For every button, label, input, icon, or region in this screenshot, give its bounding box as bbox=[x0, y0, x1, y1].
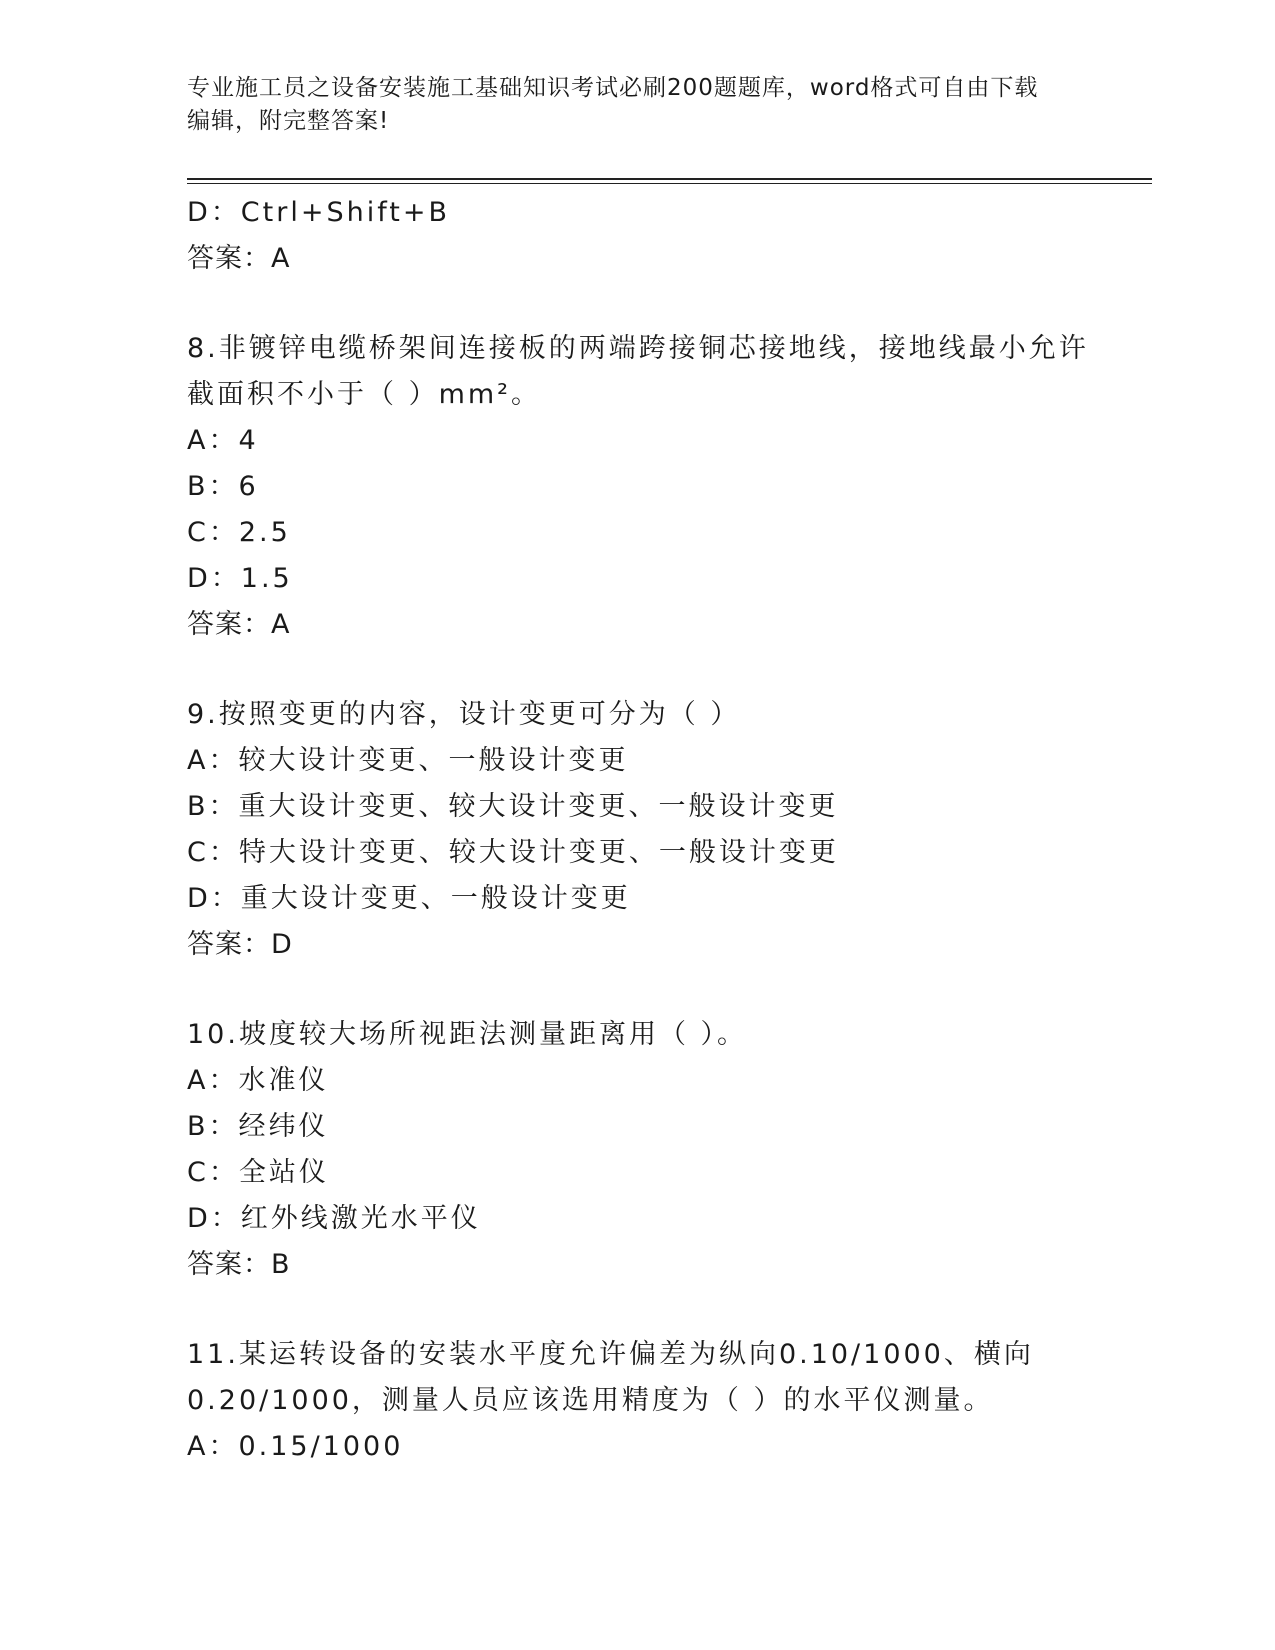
question-8 bbox=[187, 326, 1152, 648]
header-line-2: 编辑，附完整答案! bbox=[187, 108, 390, 134]
question-7-tail bbox=[187, 190, 1152, 282]
question-stem: 11.某运转设备的安装水平度允许偏差为纵向0.10/1000、横向 bbox=[187, 1339, 1034, 1370]
option-a: A：水准仪 bbox=[187, 1065, 329, 1096]
option-c: C：全站仪 bbox=[187, 1157, 329, 1188]
option-b: B：6 bbox=[187, 471, 259, 502]
option-d: D：红外线激光水平仪 bbox=[187, 1203, 481, 1234]
question-stem: 9.按照变更的内容，设计变更可分为（ ） bbox=[187, 699, 741, 730]
option-a: A：4 bbox=[187, 425, 259, 456]
header-line-1: 专业施工员之设备安装施工基础知识考试必刷200题题库，word格式可自由下载 bbox=[187, 75, 1039, 101]
answer-label: 答案：B bbox=[187, 1249, 291, 1280]
option-b: B：经纬仪 bbox=[187, 1111, 329, 1142]
header-divider-thick bbox=[187, 178, 1152, 180]
question-stem: 截面积不小于（ ）mm²。 bbox=[187, 379, 542, 410]
document-header bbox=[187, 72, 1087, 138]
question-11 bbox=[187, 1332, 1152, 1470]
option-d: D：1.5 bbox=[187, 563, 293, 594]
answer-label: 答案：A bbox=[187, 243, 291, 274]
option-d: D：重大设计变更、一般设计变更 bbox=[187, 883, 631, 914]
question-stem: 0.20/1000，测量人员应该选用精度为（ ）的水平仪测量。 bbox=[187, 1385, 994, 1416]
question-list bbox=[187, 190, 1152, 1470]
question-10 bbox=[187, 1012, 1152, 1288]
header-divider-thin bbox=[187, 183, 1152, 184]
option-c: C：2.5 bbox=[187, 517, 291, 548]
option-a: A：较大设计变更、一般设计变更 bbox=[187, 745, 629, 776]
option-c: C：特大设计变更、较大设计变更、一般设计变更 bbox=[187, 837, 839, 868]
question-stem: 8.非镀锌电缆桥架间连接板的两端跨接铜芯接地线，接地线最小允许 bbox=[187, 333, 1089, 364]
question-9 bbox=[187, 692, 1152, 968]
option-a: A：0.15/1000 bbox=[187, 1431, 404, 1462]
question-stem: 10.坡度较大场所视距法测量距离用（ ）。 bbox=[187, 1019, 748, 1050]
answer-label: 答案：A bbox=[187, 609, 291, 640]
answer-label: 答案：D bbox=[187, 929, 293, 960]
option-d: D：Ctrl+Shift+B bbox=[187, 197, 450, 228]
option-b: B：重大设计变更、较大设计变更、一般设计变更 bbox=[187, 791, 839, 822]
